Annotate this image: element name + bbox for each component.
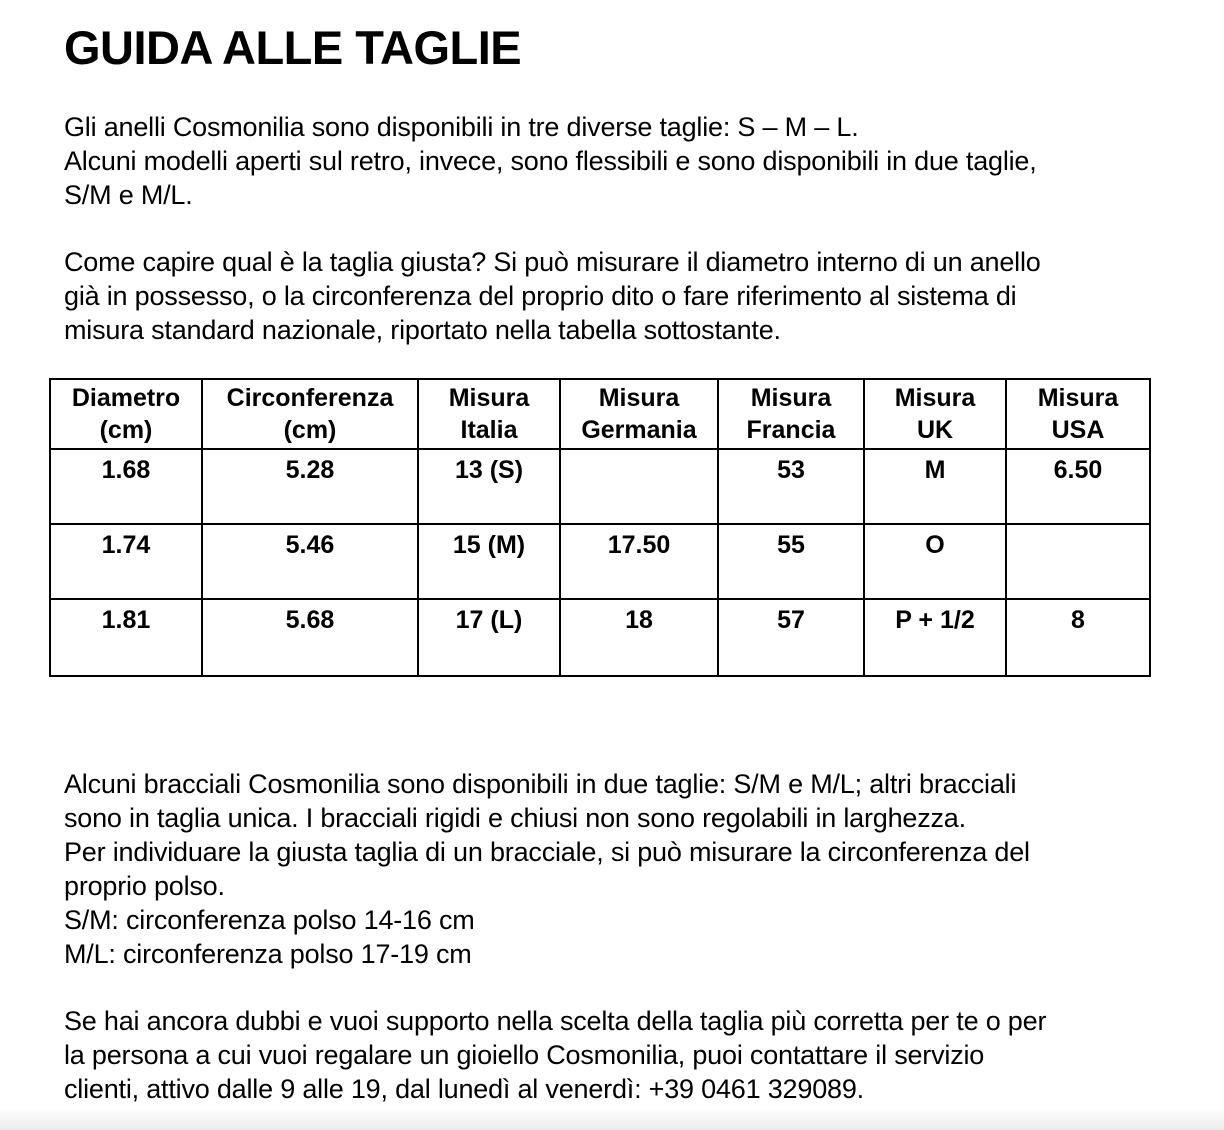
cell-size-usa: 6.50 bbox=[1006, 449, 1150, 524]
bracelets-paragraph bbox=[64, 767, 1164, 971]
cell-size-uk: P + 1/2 bbox=[864, 599, 1006, 676]
text-line: misura standard nazionale, riportato nella tabella sottostante. bbox=[64, 315, 781, 345]
cell-diameter: 1.68 bbox=[50, 449, 202, 524]
cell-size-france: 55 bbox=[718, 524, 864, 599]
cell-size-germany: 18 bbox=[560, 599, 718, 676]
bottom-edge-shadow bbox=[0, 1108, 1224, 1130]
text-line: Per individuare la giusta taglia di un bracciale, si può misurare la circonferenza del bbox=[64, 837, 1030, 867]
table-row bbox=[50, 449, 1150, 524]
bracelet-size-ml: M/L: circonferenza polso 17-19 cm bbox=[64, 939, 472, 969]
header-size-germany: Misura Germania bbox=[560, 379, 718, 449]
bracelet-size-sm: S/M: circonferenza polso 14-16 cm bbox=[64, 905, 475, 935]
text-line: già in possesso, o la circonferenza del proprio dito o fare riferimento al sistema di bbox=[64, 281, 1017, 311]
cell-size-germany bbox=[560, 449, 718, 524]
support-paragraph bbox=[64, 1004, 1164, 1106]
header-circumference: Circonferenza (cm) bbox=[202, 379, 418, 449]
cell-size-usa: 8 bbox=[1006, 599, 1150, 676]
header-size-italy: Misura Italia bbox=[418, 379, 560, 449]
table-row bbox=[50, 524, 1150, 599]
text-line: Se hai ancora dubbi e vuoi supporto nella scelta della taglia più corretta per te o per bbox=[64, 1006, 1047, 1036]
header-size-usa: Misura USA bbox=[1006, 379, 1150, 449]
text-line: Come capire qual è la taglia giusta? Si può misurare il diametro interno di un anello bbox=[64, 247, 1041, 277]
table-row bbox=[50, 599, 1150, 676]
ring-size-table bbox=[49, 378, 1151, 677]
cell-diameter: 1.81 bbox=[50, 599, 202, 676]
rings-intro-paragraph bbox=[64, 110, 1164, 212]
cell-size-germany: 17.50 bbox=[560, 524, 718, 599]
cell-size-usa bbox=[1006, 524, 1150, 599]
cell-circumference: 5.68 bbox=[202, 599, 418, 676]
cell-diameter: 1.74 bbox=[50, 524, 202, 599]
text-line: la persona a cui vuoi regalare un gioiello Cosmonilia, puoi contattare il servizio bbox=[64, 1040, 985, 1070]
header-size-uk: Misura UK bbox=[864, 379, 1006, 449]
text-line: S/M e M/L. bbox=[64, 180, 193, 210]
cell-size-france: 53 bbox=[718, 449, 864, 524]
text-line: proprio polso. bbox=[64, 871, 225, 901]
table-header-row bbox=[50, 379, 1150, 449]
cell-size-italy: 13 (S) bbox=[418, 449, 560, 524]
cell-size-uk: M bbox=[864, 449, 1006, 524]
cell-size-france: 57 bbox=[718, 599, 864, 676]
text-line: Alcuni modelli aperti sul retro, invece, sono flessibili e sono disponibili in due taglie, bbox=[64, 146, 1037, 176]
cell-circumference: 5.46 bbox=[202, 524, 418, 599]
text-line: Gli anelli Cosmonilia sono disponibili in tre diverse taglie: S – M – L. bbox=[64, 112, 859, 142]
how-to-measure-paragraph bbox=[64, 245, 1164, 347]
text-line: clienti, attivo dalle 9 alle 19, dal lunedì al venerdì: +39 0461 329089. bbox=[64, 1074, 864, 1104]
text-line: Alcuni bracciali Cosmonilia sono disponibili in due taglie: S/M e M/L; altri bracciali bbox=[64, 769, 1017, 799]
cell-circumference: 5.28 bbox=[202, 449, 418, 524]
text-line: sono in taglia unica. I bracciali rigidi e chiusi non sono regolabili in larghezza. bbox=[64, 803, 966, 833]
cell-size-italy: 17 (L) bbox=[418, 599, 560, 676]
cell-size-italy: 15 (M) bbox=[418, 524, 560, 599]
cell-size-uk: O bbox=[864, 524, 1006, 599]
header-diameter: Diametro (cm) bbox=[50, 379, 202, 449]
header-size-france: Misura Francia bbox=[718, 379, 864, 449]
page-title: GUIDA ALLE TAGLIE bbox=[64, 21, 522, 74]
